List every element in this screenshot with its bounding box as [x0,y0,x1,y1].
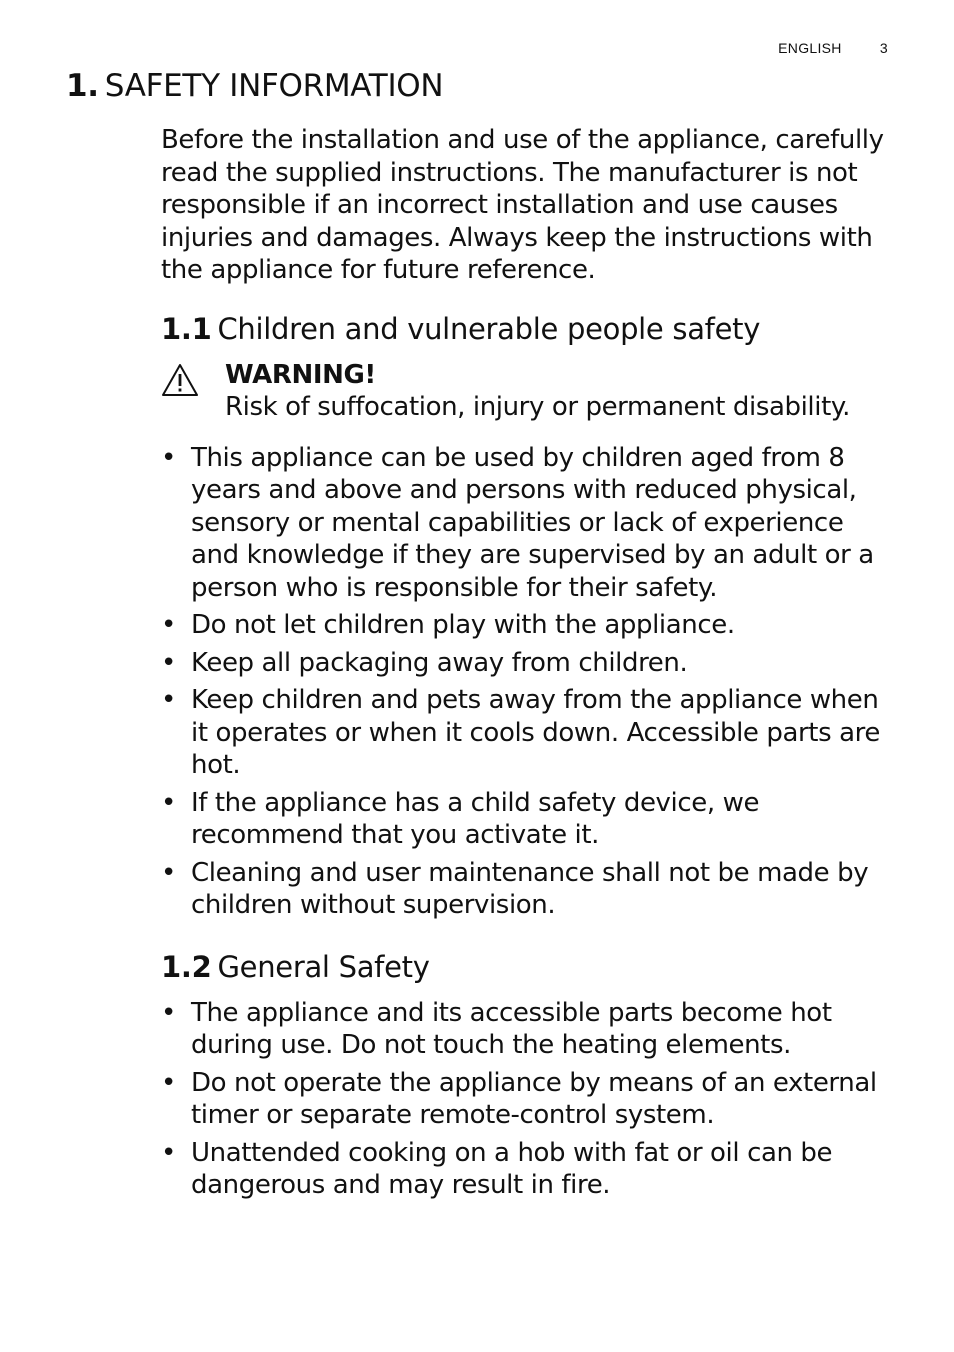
section-title-1-1 [161,311,896,347]
bullet-icon: • [161,997,176,1028]
warning-triangle-icon [161,363,199,397]
list-item-text: Cleaning and user maintenance shall not be made by children without supervision. [191,857,869,920]
warning-text: Risk of suffocation, injury or permanent disability. [225,392,851,422]
bullet-icon: • [161,1067,176,1098]
list-item [161,647,896,680]
language-label: ENGLISH [778,40,842,56]
children-safety-list [161,442,896,922]
section-title-1-2 [161,949,896,985]
list-item [161,609,896,642]
list-item [161,442,896,605]
list-item-text: Keep children and pets away from the appliance when it operates or when it cools down. Accessible parts are hot. [191,685,880,780]
list-item [161,857,896,922]
list-item-text: Do not operate the appliance by means of an external timer or separate remote-control system. [191,1067,877,1130]
bullet-icon: • [161,857,176,888]
list-item-text: Do not let children play with the appliance. [191,610,735,640]
chapter-title-text: SAFETY INFORMATION [104,68,444,104]
section-title-text: General Safety [217,949,430,984]
bullet-icon: • [161,1137,176,1168]
list-item [161,1067,896,1132]
list-item [161,997,896,1062]
section-number: 1.1 [161,311,212,346]
list-item-text: Unattended cooking on a hob with fat or oil can be dangerous and may result in fire. [191,1137,833,1200]
page-content [161,124,896,1207]
list-item-text: Keep all packaging away from children. [191,647,688,678]
warning-title: WARNING! [225,359,376,390]
list-item-text: This appliance can be used by children aged from 8 years and above and persons with reduced physical, sensory or mental capabilities or lack of experience and knowledge if they are supervised by an adult or a person who is responsible for their safety. [191,442,874,603]
list-item-text: If the appliance has a child safety device, we recommend that you activate it. [191,787,760,850]
section-title-text: Children and vulnerable people safety [217,311,761,346]
bullet-icon: • [161,610,176,640]
intro-paragraph: Before the installation and use of the appliance, carefully read the supplied instructions. The manufacturer is not responsible if an incorrect installation and use causes injuries and damages. Always keep the instructions with the appliance for future reference. [161,125,884,285]
general-safety-list [161,997,896,1202]
chapter-number: 1. [66,68,99,104]
section-number: 1.2 [161,949,212,984]
warning-box [161,359,896,424]
bullet-icon: • [161,647,176,678]
list-item [161,1137,896,1202]
list-item [161,684,896,782]
bullet-icon: • [161,685,176,715]
page-number: 3 [879,40,888,56]
running-header [778,40,888,56]
bullet-icon: • [161,442,176,473]
bullet-icon: • [161,787,176,818]
chapter-title [66,68,443,104]
list-item-text: The appliance and its accessible parts become hot during use. Do not touch the heating elements. [191,997,832,1060]
list-item [161,787,896,852]
